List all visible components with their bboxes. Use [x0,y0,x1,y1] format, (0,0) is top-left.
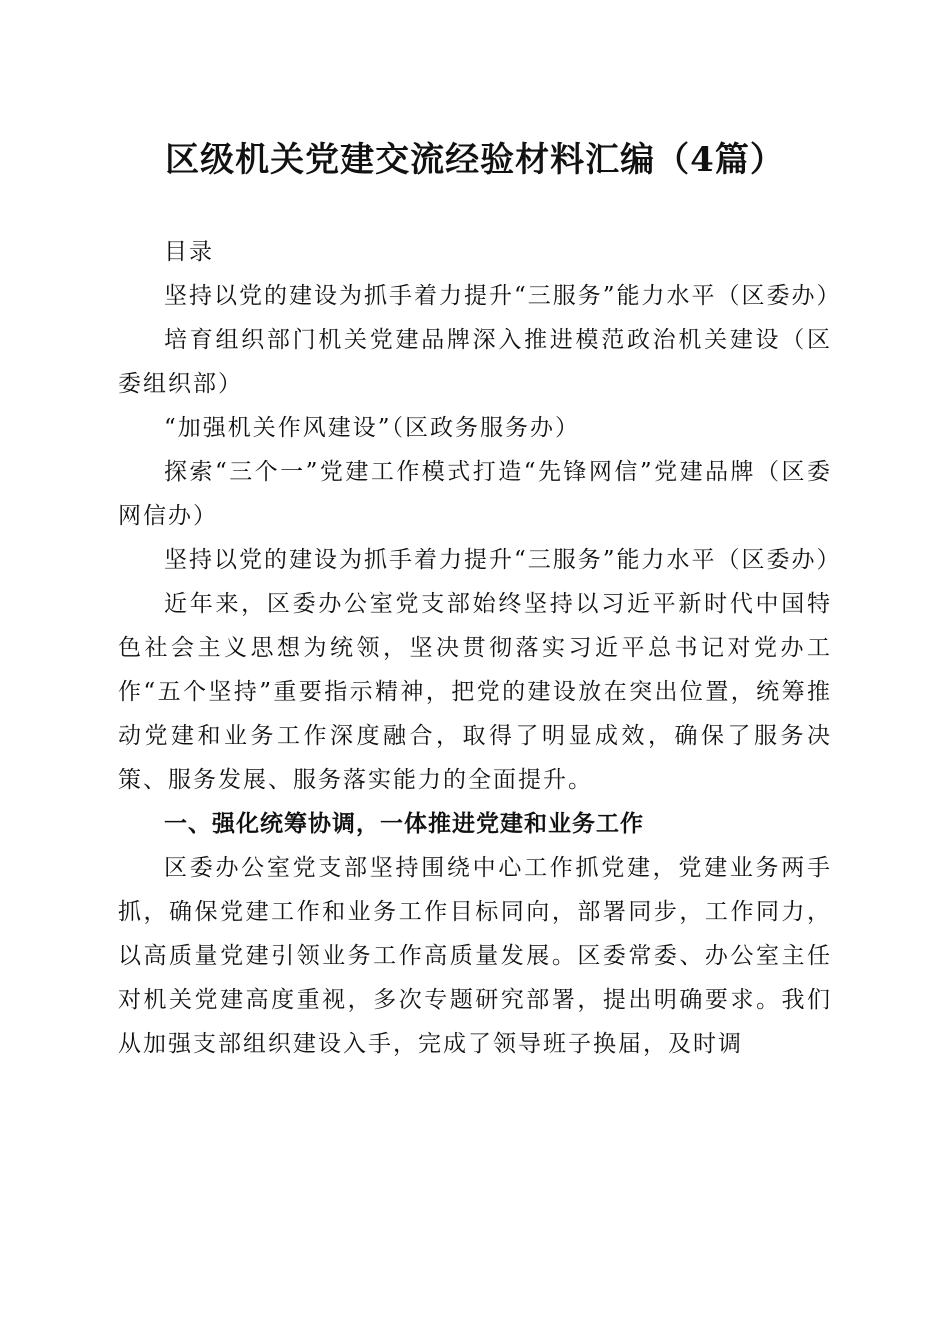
toc-item: 探索“三个一”党建工作模式打造“先锋网信”党建品牌（区委网信办） [118,459,832,529]
document-title: 区级机关党建交流经验材料汇编（4篇） [165,140,785,180]
toc-label: 目录 [164,239,214,265]
document-body [118,230,842,1066]
section-paragraph: 区委办公室党支部坚持围绕中心工作抓党建，党建业务两手抓，确保党建工作和业务工作目标同向，部署同步，工作同力，以高质量党建引领业务工作高质量发展。区委常委、办公室主任对机关党建高度重视，多次专题研究部署，提出明确要求。我们从加强支部组织建设入手，完成了领导班子换届，及时调 [118,855,832,1057]
toc-item: 坚持以党的建设为抓手着力提升“三服务”能力水平（区委办） [164,283,842,309]
toc-item: “加强机关作风建设”（区政务服务办） [164,415,581,441]
intro-paragraph: 近年来，区委办公室党支部始终坚持以习近平新时代中国特色社会主义思想为统领，坚决贯彻落实习近平总书记对党办工作“五个坚持”重要指示精神，把党的建设放在突出位置，统筹推动党建和业务工作深度融合，取得了明显成效，确保了服务决策、服务发展、服务落实能力的全面提升。 [118,591,832,793]
toc-item: 培育组织部门机关党建品牌深入推进模范政治机关建设（区委组织部） [118,327,832,397]
section-heading: 一、强化统筹协调，一体推进党建和业务工作 [164,811,644,837]
article-title: 坚持以党的建设为抓手着力提升“三服务”能力水平（区委办） [164,547,842,573]
